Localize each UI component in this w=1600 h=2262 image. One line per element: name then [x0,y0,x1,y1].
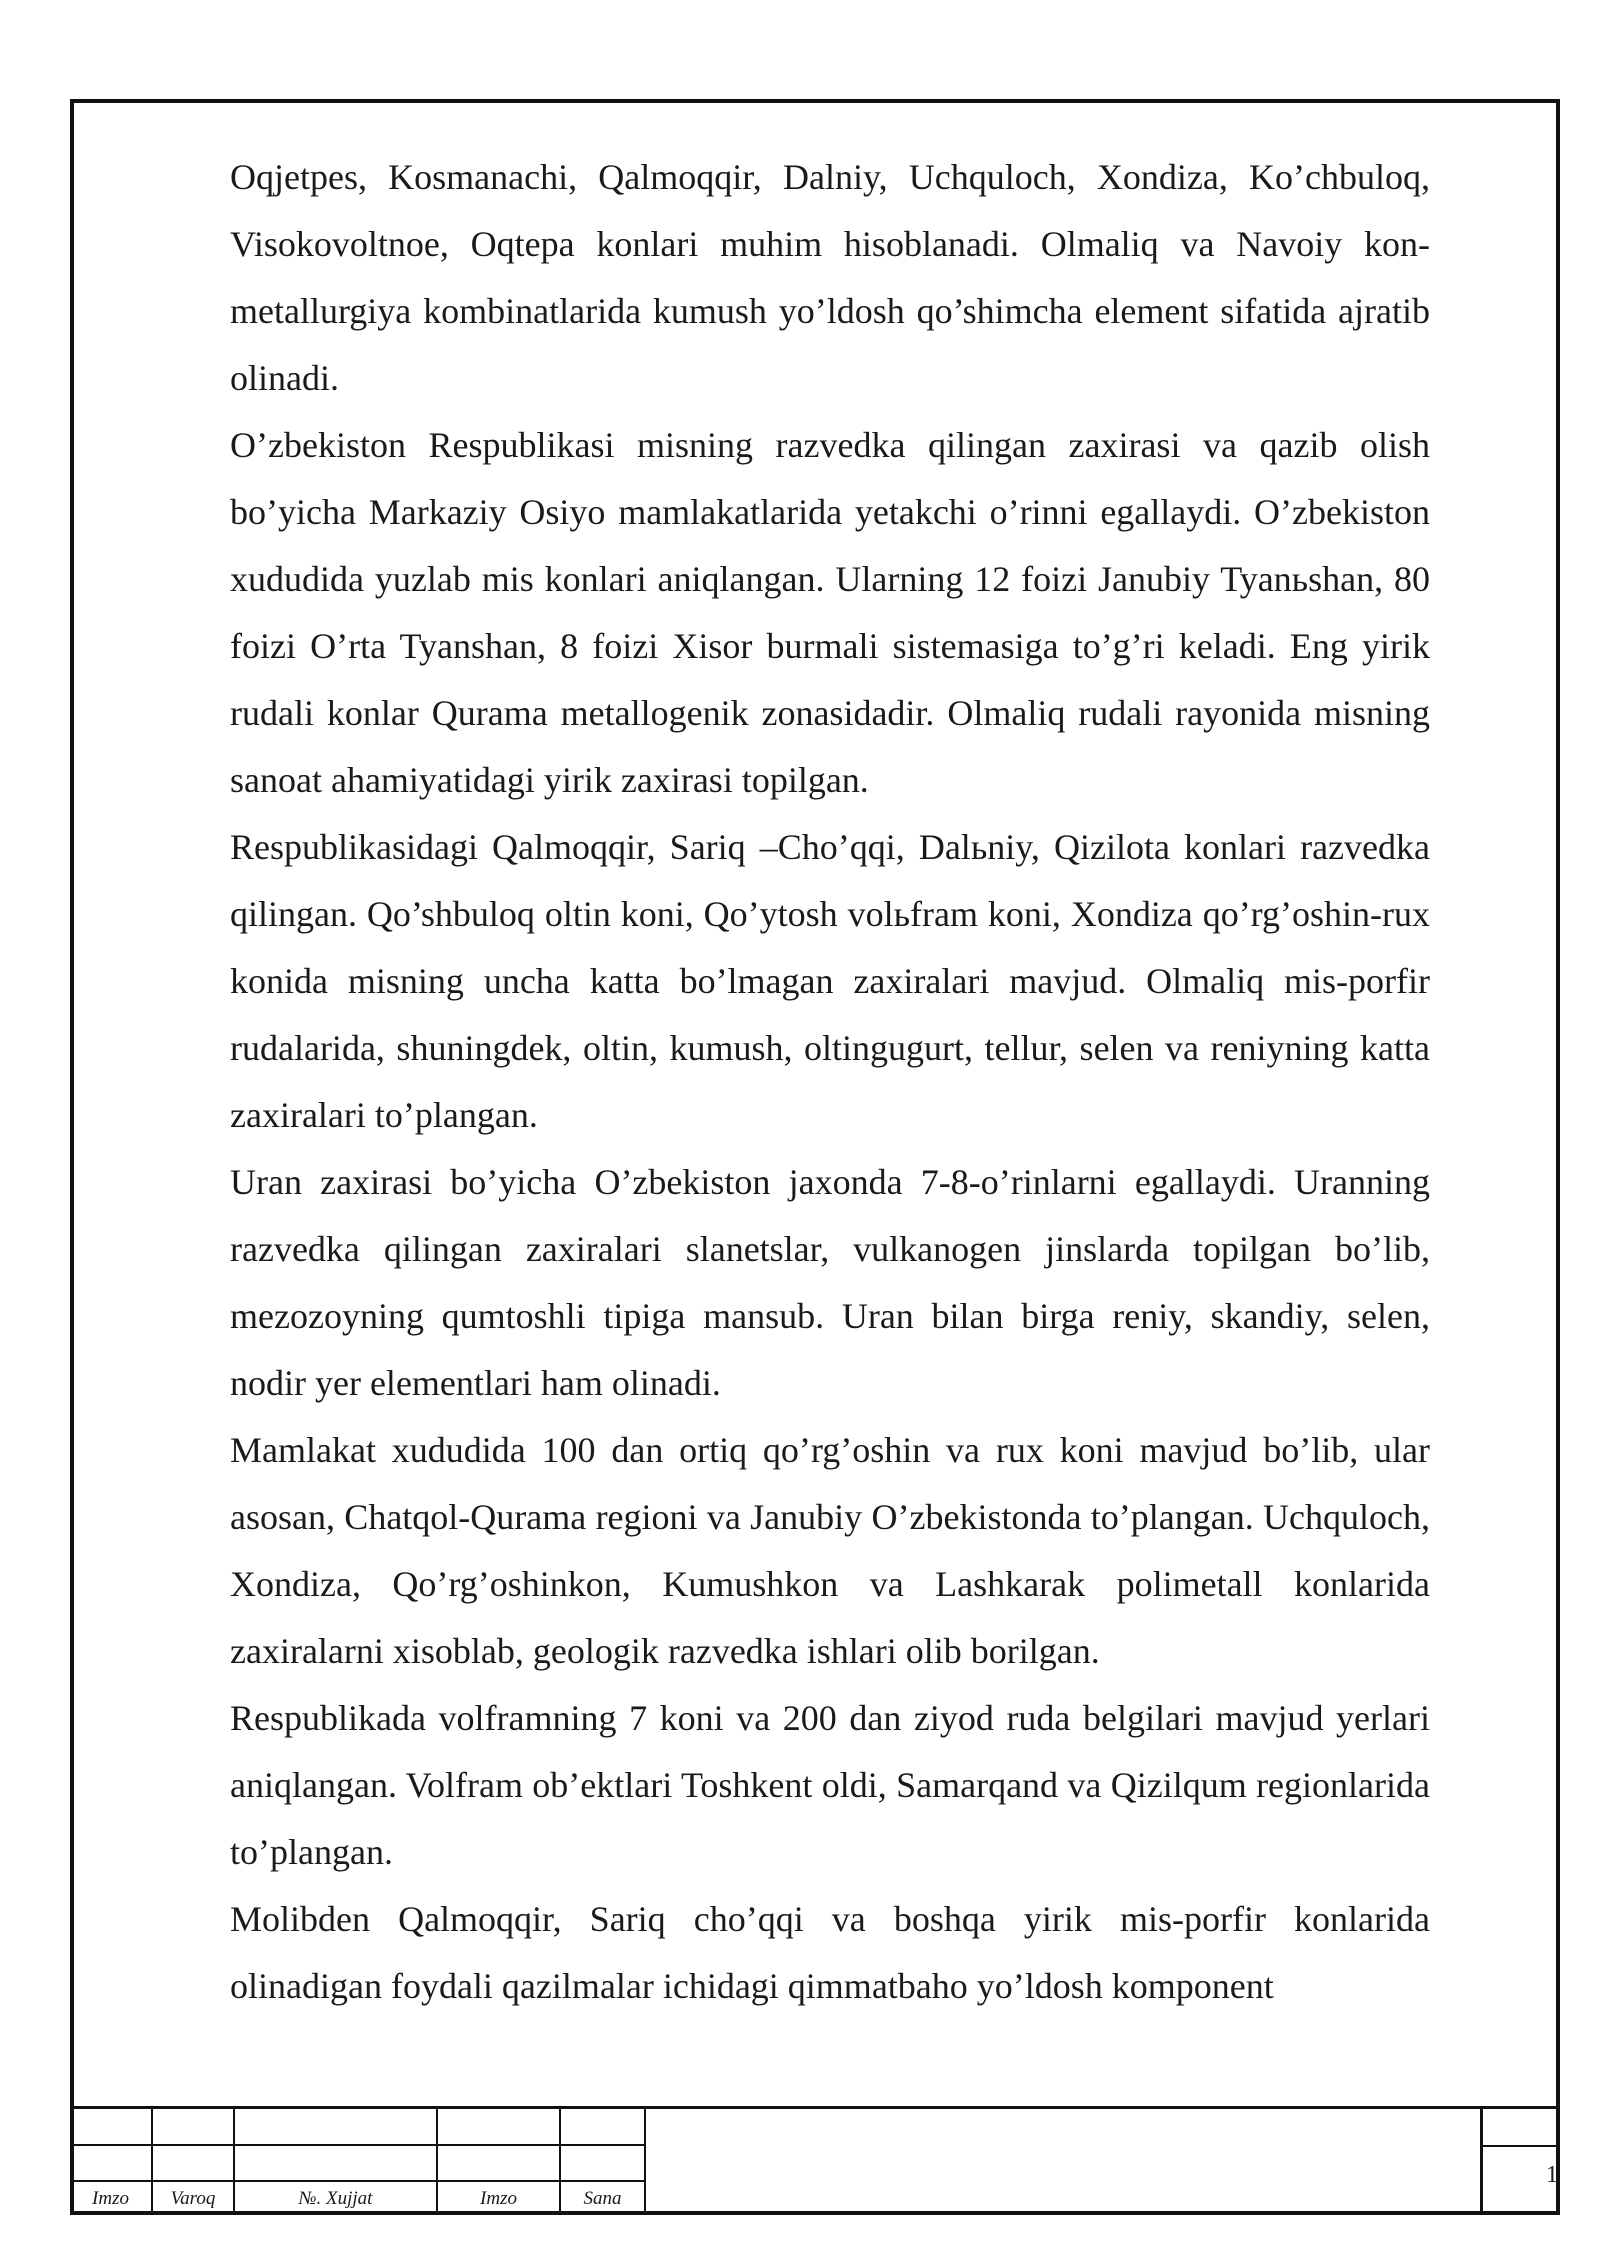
stamp-cell [152,2145,234,2181]
title-block [70,2106,1560,2215]
paragraph-3: Respublikasidagi Qalmoqqir, Sariq –Cho’qqi, Dalьniy, Qizilota konlari razvedka qilingan. Qo’shbuloq oltin koni, Qo’ytosh volьfram koni, Xondiza qo’rg’oshin-rux konida misning uncha katta bo’lmagan zaxiralari mavjud. Olmaliq mis-porfir rudalarida, shuningdek, oltin, kumush, oltingugurt, tellur, selen va reniyning katta zaxiralari to’plangan. [230,827,1430,1135]
stamp-cell [560,2109,645,2145]
stamp-cell [234,2145,437,2181]
stamp-label-signature-2: Imzo [437,2181,560,2215]
stamp-cell [437,2109,560,2145]
title-block-table [70,2109,646,2215]
sheet-box-divider [1483,2145,1560,2147]
page-number: 1 [1546,2162,1558,2188]
stamp-label-sheet: Varoq [152,2181,234,2215]
paragraph-7: Molibden Qalmoqqir, Sariq cho’qqi va boshqa yirik mis-porfir konlarida olinadigan foydali qazilmalar ichidagi qimmatbaho yo’ldosh komponent [230,1899,1430,2006]
stamp-cell [70,2145,152,2181]
stamp-label-date: Sana [560,2181,645,2215]
stamp-cell [437,2145,560,2181]
document-body [230,144,1430,2020]
stamp-label-signature: Imzo [70,2181,152,2215]
stamp-cell [560,2145,645,2181]
paragraph-2: O’zbekiston Respublikasi misning razvedka qilingan zaxirasi va qazib olish bo’yicha Markaziy Osiyo mamlakatlarida yetakchi o’rinni egallaydi. O’zbekiston xududida yuzlab mis konlari aniqlangan. Ularning 12 foizi Janubiy Tyanьshan, 80 foizi O’rta Tyanshan, 8 foizi Xisor burmali sistemasiga to’g’ri keladi. Eng yirik rudali konlar Qurama metallogenik zonasidadir. Olmaliq rudali rayonida misning sanoat ahamiyatidagi yirik zaxirasi topilgan. [230,425,1430,800]
paragraph-4: Uran zaxirasi bo’yicha O’zbekiston jaxonda 7-8-o’rinlarni egallaydi. Uranning razvedka qilingan zaxiralari slanetslar, vulkanogen jinslarda topilgan bo’lib, mezozoyning qumtoshli tipiga mansub. Uran bilan birga reniy, skandiy, selen, nodir yer elementlari ham olinadi. [230,1162,1430,1403]
paragraph-6: Respublikada volframning 7 koni va 200 dan ziyod ruda belgilari mavjud yerlari aniqlangan. Volfram ob’ektlari Toshkent oldi, Samarqand va Qizilqum regionlarida to’plangan. [230,1698,1430,1872]
paragraph-1: Oqjetpes, Kosmanachi, Qalmoqqir, Dalniy, Uchquloch, Xondiza, Ko’chbuloq, Visokovoltnoe, Oqtepa konlari muhim hisoblanadi. Olmaliq va Navoiy kon-metallurgiya kombinatlarida kumush yo’ldosh qo’shimcha element sifatida ajratib olinadi. [230,157,1430,398]
sheet-number-box [1480,2109,1560,2215]
paragraph-5: Mamlakat xududida 100 dan ortiq qo’rg’oshin va rux koni mavjud bo’lib, ular asosan, Chatqol-Qurama regioni va Janubiy O’zbekistonda to’plangan. Uchquloch, Xondiza, Qo’rg’oshinkon, Kumushkon va Lashkarak polimetall konlarida zaxiralarni xisoblab, geologik razvedka ishlari olib borilgan. [230,1430,1430,1671]
stamp-label-document-number: №. Xujjat [234,2181,437,2215]
stamp-cell [152,2109,234,2145]
stamp-cell [234,2109,437,2145]
stamp-cell [70,2109,152,2145]
